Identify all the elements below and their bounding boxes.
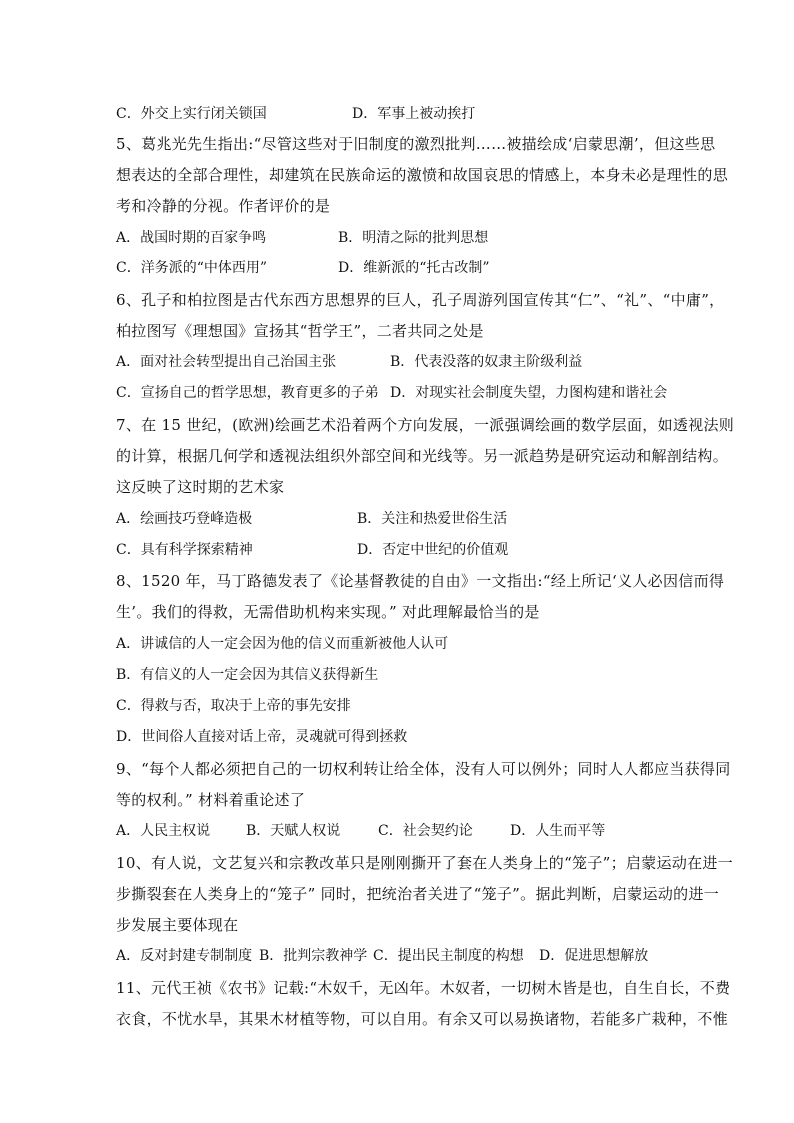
q6-stem-line1: 6、孔子和柏拉图是古代东西方思想界的巨人，孔子周游列国宣传其“仁”、“礼”、“中庸”， xyxy=(116,291,725,309)
q5-stem-line2: 想表达的全部合理性，却建筑在民族命运的激愤和故国哀思的情感上，本身未必是理性的思 xyxy=(116,166,729,184)
q7-option-b: B．关注和热爱世俗生活 xyxy=(357,511,508,527)
q8-option-b: B．有信义的人一定会因为其信义获得新生 xyxy=(116,667,379,683)
q8-stem-line1: 8、1520 年，马丁路德发表了《论基督教徒的自由》一文指出:“经上所记‘义人必因信而得 xyxy=(116,572,725,590)
q10-stem-line3: 步发展主要体现在 xyxy=(116,916,239,934)
q4-option-c: C．外交上实行闭关锁国 xyxy=(116,106,267,122)
q8-option-d: D．世间俗人直接对话上帝，灵魂就可得到拯救 xyxy=(116,729,408,745)
q10-stem-line2: 步撕裂套在人类身上的“笼子” 同时，把统治者关进了“笼子”。据此判断，启蒙运动的进一 xyxy=(116,885,720,903)
q9-option-c: C．社会契约论 xyxy=(378,823,473,839)
q7-stem-line3: 这反映了这时期的艺术家 xyxy=(116,478,285,496)
q6-stem-line2: 柏拉图写《理想国》宣扬其“哲学王”，二者共同之处是 xyxy=(116,322,484,340)
q9-option-b: B．天赋人权说 xyxy=(246,823,341,839)
q4-option-d: D．军事上被动挨打 xyxy=(352,106,476,122)
q5-option-d: D．维新派的“托古改制” xyxy=(338,260,490,276)
q10-option-d: D．促进思想解放 xyxy=(539,948,649,964)
q6-option-c: C．宣扬自己的哲学思想，教育更多的子弟 xyxy=(116,385,379,401)
q9-stem-line2: 等的权利。” 材料着重论述了 xyxy=(116,791,306,809)
q9-stem-line1: 9、“每个人都必须把自己的一切权利转让给全体，没有人可以例外；同时人人都应当获得同 xyxy=(116,760,731,778)
q10-option-c: C．提出民主制度的构想 xyxy=(373,948,524,964)
q6-option-b: B．代表没落的奴隶主阶级利益 xyxy=(390,354,583,370)
q6-option-d: D．对现实社会制度失望，力图构建和谐社会 xyxy=(390,385,668,401)
q5-stem-line1: 5、葛兆光先生指出:“尽管这些对于旧制度的激烈批判……被描绘成‘启蒙思潮’，但这些思 xyxy=(116,135,716,153)
q11-stem-line1: 11、元代王祯《农书》记载:“木奴千，无凶年。木奴者，一切树木皆是也，自生自长，不费 xyxy=(116,979,731,997)
q8-option-c: C．得救与否，取决于上帝的事先安排 xyxy=(116,698,351,714)
q10-stem-line1: 10、有人说，文艺复兴和宗教改革只是刚刚撕开了套在人类身上的“笼子”；启蒙运动在进一 xyxy=(116,854,734,872)
q8-option-a: A．讲诚信的人一定会因为他的信义而重新被他人认可 xyxy=(116,636,449,652)
q11-stem-line2: 衣食，不忧水旱，其果木材植等物，可以自用。有余又可以易换诸物，若能多广栽种，不惟 xyxy=(116,1010,729,1028)
q5-option-a: A．战国时期的百家争鸣 xyxy=(116,230,267,246)
q5-option-c: C．洋务派的“中体西用” xyxy=(116,260,268,276)
q5-stem-line3: 考和冷静的分视。作者评价的是 xyxy=(116,197,331,215)
q7-option-c: C．具有科学探索精神 xyxy=(116,542,253,558)
q7-option-d: D．否定中世纪的价值观 xyxy=(357,542,509,558)
q5-option-b: B．明清之际的批判思想 xyxy=(338,230,489,246)
q9-option-a: A．人民主权说 xyxy=(116,823,211,839)
q9-option-d: D．人生而平等 xyxy=(510,823,606,839)
q8-stem-line2: 生’。我们的得救，无需借助机构来实现。” 对此理解最恰当的是 xyxy=(116,603,540,621)
q7-stem-line2: 的计算，根据几何学和透视法组织外部空间和光线等。另一派趋势是研究运动和解剖结构。 xyxy=(116,447,729,465)
q10-option-b: B．批判宗教神学 xyxy=(259,948,368,964)
q7-option-a: A．绘画技巧登峰造极 xyxy=(116,511,253,527)
q10-option-a: A．反对封建专制制度 xyxy=(116,948,253,964)
q7-stem-line1: 7、在 15 世纪，(欧洲)绘画艺术沿着两个方向发展，一派强调绘画的数学层面，如透视法则 xyxy=(116,416,735,434)
q6-option-a: A．面对社会转型提出自己治国主张 xyxy=(116,354,337,370)
